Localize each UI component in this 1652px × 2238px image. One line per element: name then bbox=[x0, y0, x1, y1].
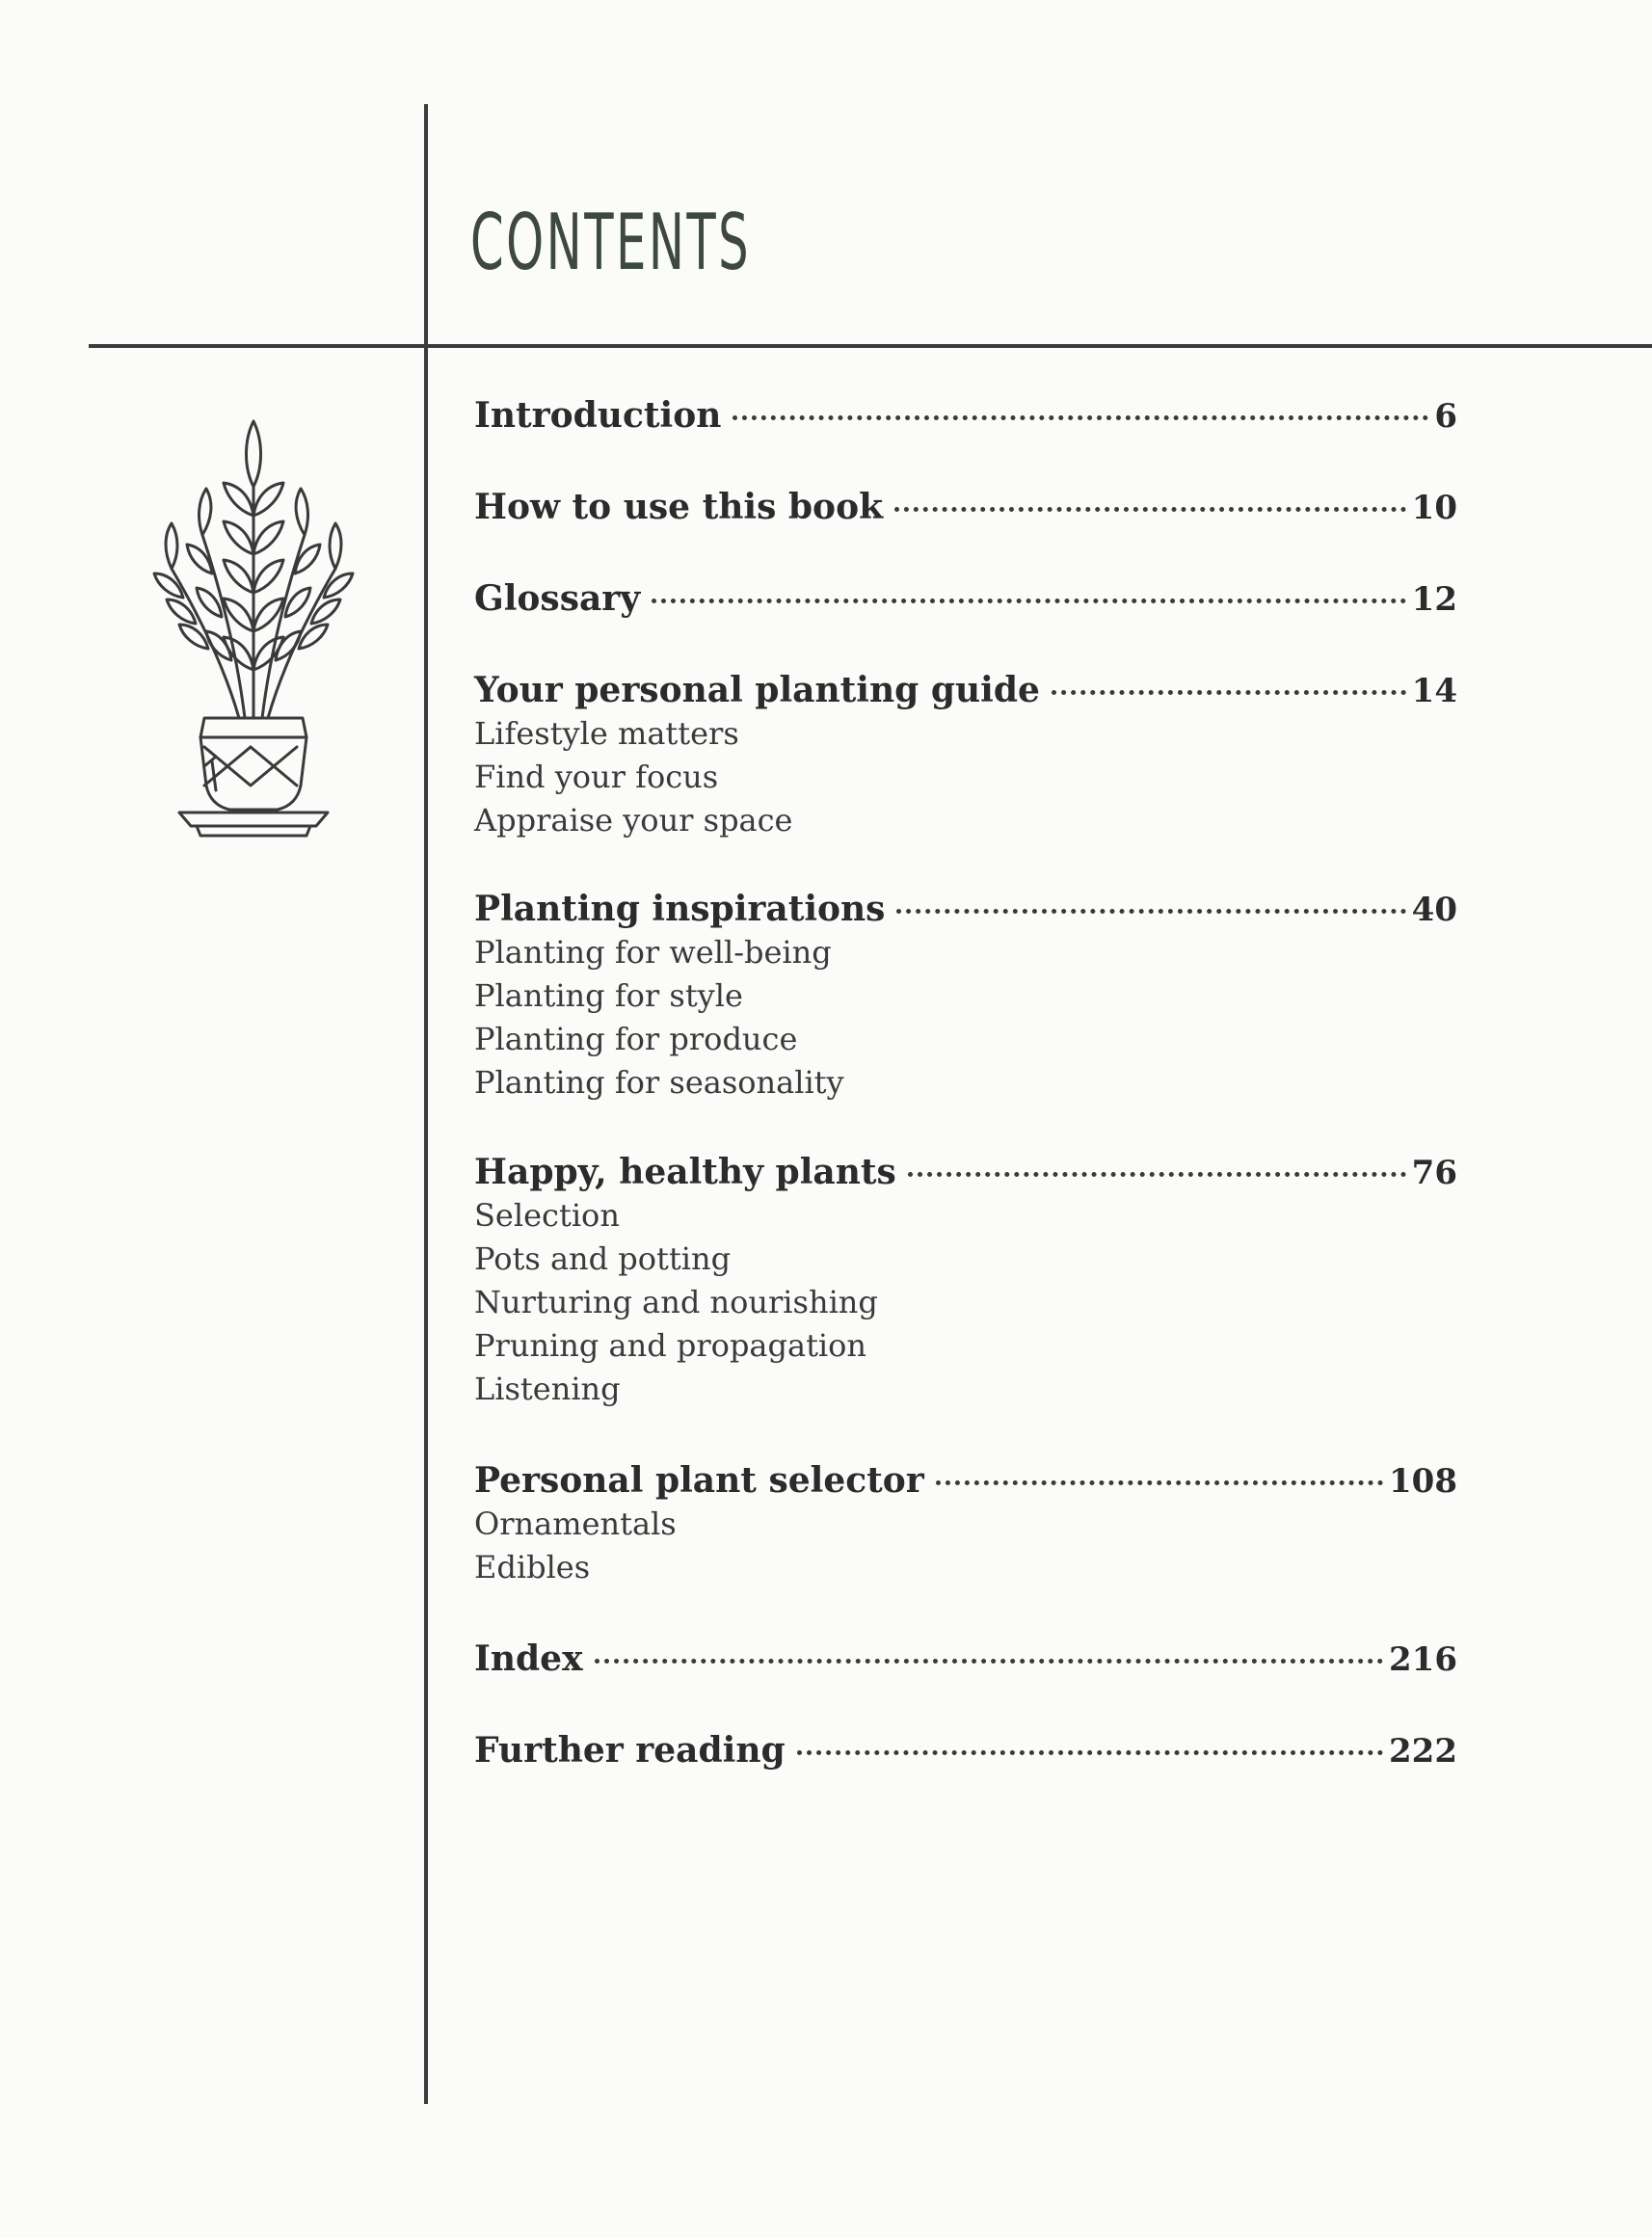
dot-leader bbox=[1052, 690, 1406, 695]
toc-entry bbox=[474, 1730, 1457, 1771]
toc-section-title: Introduction bbox=[474, 395, 722, 436]
toc-page-number: 40 bbox=[1411, 891, 1457, 929]
toc-subsection: Planting for style bbox=[474, 977, 743, 1014]
toc-section-title: Happy, healthy plants bbox=[474, 1152, 896, 1192]
toc-page-number: 108 bbox=[1389, 1462, 1457, 1501]
toc-section-title: Personal plant selector bbox=[474, 1460, 924, 1501]
toc-subsection-list bbox=[474, 1503, 1457, 1589]
horizontal-rule bbox=[89, 344, 1652, 348]
toc-entry bbox=[474, 1460, 1457, 1589]
toc-subsection: Planting for produce bbox=[474, 1021, 798, 1057]
toc-section-title: How to use this book bbox=[474, 487, 884, 527]
toc-heading-row bbox=[474, 670, 1457, 710]
toc-subsection-list bbox=[474, 931, 1457, 1105]
dot-leader bbox=[652, 599, 1405, 603]
toc-heading-row bbox=[474, 578, 1457, 619]
potted-plant-icon bbox=[143, 400, 364, 843]
dot-leader bbox=[908, 1172, 1406, 1177]
toc-entry bbox=[474, 889, 1457, 1105]
toc-heading-row bbox=[474, 1460, 1457, 1501]
dot-leader bbox=[936, 1480, 1383, 1485]
toc-subsection: Appraise your space bbox=[474, 802, 793, 839]
toc-subsection: Selection bbox=[474, 1197, 620, 1234]
toc-section-title: Further reading bbox=[474, 1730, 786, 1771]
toc-entry bbox=[474, 1152, 1457, 1411]
toc-subsection: Planting for well-being bbox=[474, 934, 832, 971]
toc-entry bbox=[474, 395, 1457, 436]
toc-heading-row bbox=[474, 395, 1457, 436]
toc-heading-row bbox=[474, 1730, 1457, 1771]
vertical-rule bbox=[424, 104, 428, 2104]
toc-subsection: Pruning and propagation bbox=[474, 1327, 867, 1364]
toc-subsection-list bbox=[474, 712, 1457, 842]
dot-leader bbox=[733, 415, 1428, 420]
toc-entry bbox=[474, 670, 1457, 842]
toc-entry bbox=[474, 487, 1457, 527]
toc-page-number: 12 bbox=[1411, 580, 1457, 619]
toc-subsection: Lifestyle matters bbox=[474, 715, 739, 752]
dot-leader bbox=[896, 909, 1405, 914]
toc-subsection: Nurturing and nourishing bbox=[474, 1284, 878, 1320]
dot-leader bbox=[595, 1659, 1383, 1664]
toc-section-title: Glossary bbox=[474, 578, 641, 619]
dot-leader bbox=[894, 507, 1406, 512]
toc-subsection: Listening bbox=[474, 1371, 621, 1407]
toc-page-number: 76 bbox=[1411, 1154, 1457, 1192]
toc-subsection-list bbox=[474, 1194, 1457, 1411]
toc-section-title: Planting inspirations bbox=[474, 889, 886, 929]
toc-section-title: Your personal planting guide bbox=[474, 670, 1040, 710]
toc-page-number: 6 bbox=[1434, 397, 1457, 436]
toc-page-number: 10 bbox=[1411, 489, 1457, 527]
toc-subsection: Ornamentals bbox=[474, 1505, 677, 1542]
dot-leader bbox=[797, 1750, 1383, 1755]
toc-heading-row bbox=[474, 487, 1457, 527]
toc-entry bbox=[474, 1639, 1457, 1679]
toc-heading-row bbox=[474, 1152, 1457, 1192]
toc-heading-row bbox=[474, 889, 1457, 929]
toc-subsection: Edibles bbox=[474, 1549, 591, 1585]
page-title: CONTENTS bbox=[470, 198, 752, 287]
toc-subsection: Planting for seasonality bbox=[474, 1064, 844, 1101]
toc-entry bbox=[474, 578, 1457, 619]
toc-heading-row bbox=[474, 1639, 1457, 1679]
toc-section-title: Index bbox=[474, 1639, 583, 1679]
toc-page-number: 222 bbox=[1389, 1732, 1457, 1771]
toc-page-number: 14 bbox=[1411, 672, 1457, 710]
toc-subsection: Find your focus bbox=[474, 759, 719, 795]
toc-subsection: Pots and potting bbox=[474, 1240, 732, 1277]
toc-page-number: 216 bbox=[1389, 1640, 1457, 1679]
